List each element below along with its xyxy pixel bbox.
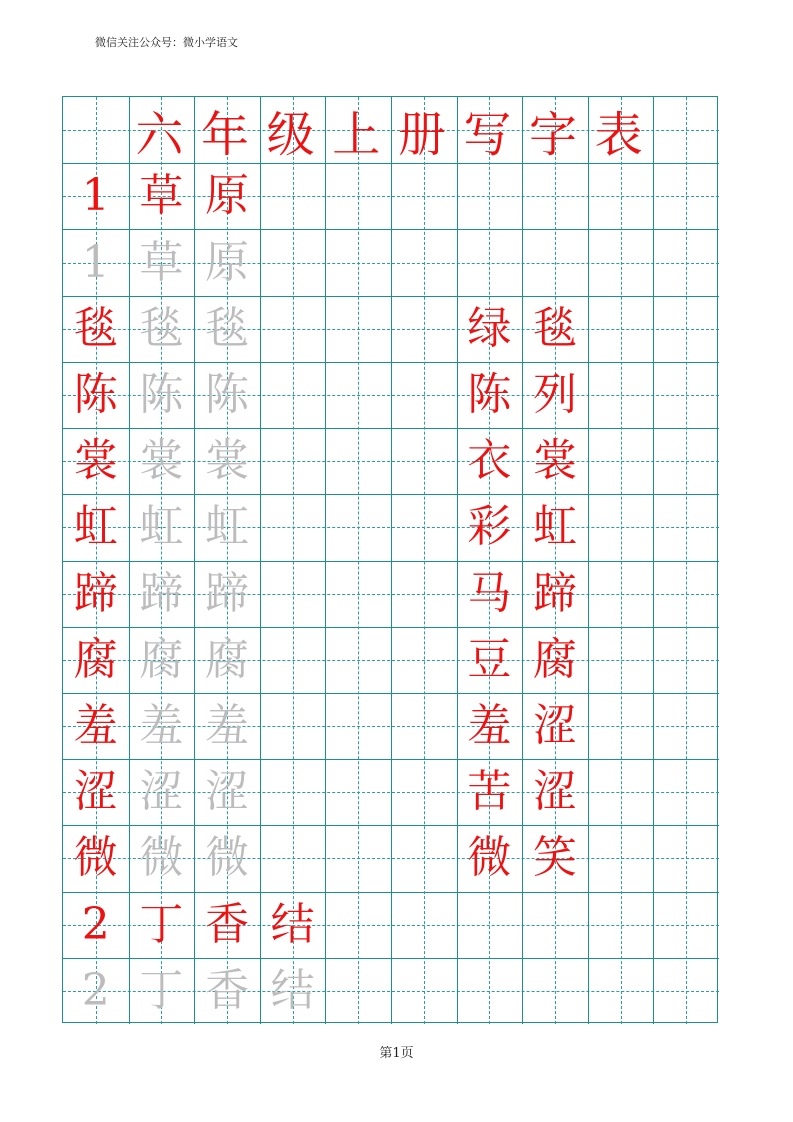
model-character: 豆 — [467, 633, 512, 685]
page-header: 微信关注公众号：微小学语文 — [95, 36, 238, 49]
trace-character: 结 — [270, 964, 315, 1016]
model-character: 蹄 — [73, 567, 118, 619]
trace-character: 虹 — [204, 501, 249, 553]
trace-character: 羞 — [204, 700, 249, 752]
model-character: 涩 — [532, 700, 577, 752]
trace-character: 蹄 — [139, 567, 184, 619]
trace-character: 涩 — [204, 766, 249, 818]
model-character: 蹄 — [532, 567, 577, 619]
title-character: 表 — [594, 106, 647, 163]
trace-character: 2 — [81, 964, 110, 1016]
model-character: 香 — [204, 898, 249, 950]
title-character: 字 — [528, 106, 581, 163]
trace-character: 腐 — [139, 633, 184, 685]
model-character: 笑 — [532, 832, 577, 884]
practice-row — [63, 825, 719, 891]
trace-character: 草 — [139, 236, 184, 288]
model-character: 腐 — [532, 633, 577, 685]
model-character: 虹 — [73, 501, 118, 553]
trace-character: 陈 — [204, 368, 249, 420]
model-character: 列 — [532, 368, 577, 420]
model-character: 微 — [467, 832, 512, 884]
trace-character: 微 — [139, 832, 184, 884]
trace-character: 微 — [204, 832, 249, 884]
writing-grid — [62, 96, 718, 1023]
practice-row — [63, 229, 719, 295]
practice-row — [63, 428, 719, 494]
trace-character: 羞 — [139, 700, 184, 752]
model-character: 1 — [81, 170, 110, 222]
model-character: 原 — [204, 170, 249, 222]
trace-character: 毯 — [204, 302, 249, 354]
title-character: 六 — [135, 106, 188, 163]
title-character: 年 — [201, 106, 254, 163]
practice-row — [63, 759, 719, 825]
model-character: 绿 — [467, 302, 512, 354]
model-character: 涩 — [73, 766, 118, 818]
practice-row — [63, 494, 719, 560]
model-character: 裳 — [73, 435, 118, 487]
model-character: 羞 — [73, 700, 118, 752]
trace-character: 裳 — [204, 435, 249, 487]
model-character: 腐 — [73, 633, 118, 685]
practice-row — [63, 163, 719, 229]
practice-row — [63, 296, 719, 362]
model-character: 陈 — [73, 368, 118, 420]
trace-character: 毯 — [139, 302, 184, 354]
title-character: 册 — [397, 106, 450, 163]
trace-character: 陈 — [139, 368, 184, 420]
model-character: 草 — [139, 170, 184, 222]
practice-row — [63, 561, 719, 627]
model-character: 虹 — [532, 501, 577, 553]
title-character: 级 — [266, 106, 319, 163]
model-character: 毯 — [73, 302, 118, 354]
trace-character: 蹄 — [204, 567, 249, 619]
title-character: 写 — [463, 106, 516, 163]
model-character: 2 — [81, 898, 110, 950]
model-character: 衣 — [467, 435, 512, 487]
model-character: 陈 — [467, 368, 512, 420]
trace-character: 虹 — [139, 501, 184, 553]
model-character: 结 — [270, 898, 315, 950]
practice-row — [63, 627, 719, 693]
trace-character: 原 — [204, 236, 249, 288]
practice-row — [63, 892, 719, 958]
trace-character: 丁 — [139, 964, 184, 1016]
page-title — [63, 97, 719, 163]
model-character: 毯 — [532, 302, 577, 354]
model-character: 彩 — [467, 501, 512, 553]
trace-character: 裳 — [139, 435, 184, 487]
model-character: 丁 — [139, 898, 184, 950]
practice-row — [63, 362, 719, 428]
model-character: 羞 — [467, 700, 512, 752]
model-character: 涩 — [532, 766, 577, 818]
model-character: 苦 — [467, 766, 512, 818]
model-character: 微 — [73, 832, 118, 884]
trace-character: 腐 — [204, 633, 249, 685]
practice-row — [63, 693, 719, 759]
model-character: 马 — [467, 567, 512, 619]
trace-character: 香 — [204, 964, 249, 1016]
model-character: 裳 — [532, 435, 577, 487]
trace-character: 涩 — [139, 766, 184, 818]
page-number: 第1页 — [379, 1046, 414, 1061]
practice-row — [63, 958, 719, 1024]
title-character: 上 — [332, 106, 385, 163]
trace-character: 1 — [81, 236, 110, 288]
